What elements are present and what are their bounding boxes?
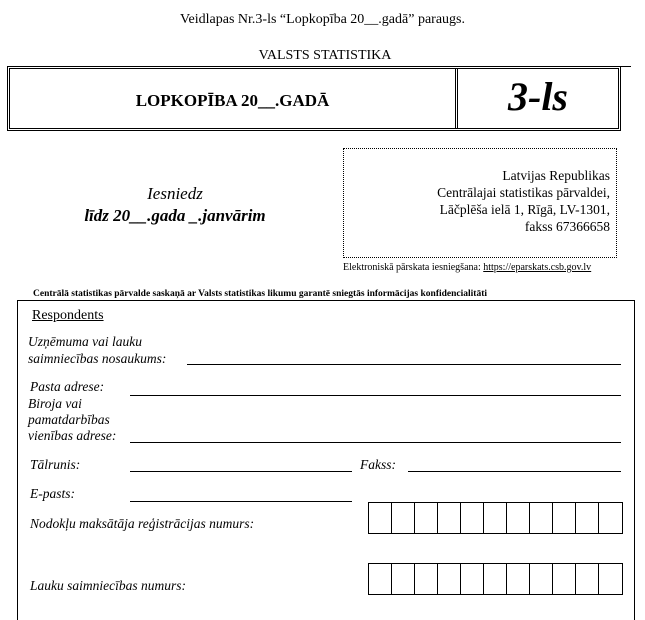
farm-number-boxes[interactable] bbox=[368, 563, 623, 595]
fax-field[interactable] bbox=[408, 471, 621, 472]
phone-label: Tālrunis: bbox=[30, 457, 81, 472]
email-label: E-pasts: bbox=[30, 486, 75, 501]
company-name-label-line-2: saimniecības nosaukums: bbox=[28, 351, 167, 366]
electronic-submission-link[interactable]: https://eparskats.csb.gov.lv bbox=[483, 262, 592, 273]
form-code: 3-ls bbox=[508, 74, 568, 119]
office-address-label-line-3: vienības adrese: bbox=[28, 428, 117, 443]
electronic-submission-text: Elektroniskā pārskata iesniegšana: bbox=[343, 262, 484, 273]
email-field[interactable] bbox=[130, 501, 352, 502]
recipient-line-1: Latvijas Republikas bbox=[502, 168, 610, 183]
office-address-label bbox=[28, 396, 116, 444]
electronic-submission bbox=[343, 262, 591, 273]
title-box-tail bbox=[621, 66, 631, 67]
company-name-field[interactable] bbox=[187, 364, 621, 365]
office-address-field[interactable] bbox=[130, 442, 621, 443]
confidentiality-notice: Centrālā statistikas pārvalde saskaņā ar Valsts statistikas likumu garantē sniegtās informācijas konfidencialitāti bbox=[33, 289, 488, 299]
office-address-label-line-1: Biroja vai bbox=[28, 396, 82, 411]
recipient-line-2: Centrālajai statistikas pārvaldei, bbox=[437, 185, 610, 200]
recipient-line-4: fakss 67366658 bbox=[524, 219, 610, 234]
recipient-line-3: Lāčplēša ielā 1, Rīgā, LV-1301, bbox=[439, 202, 610, 217]
recipient-box bbox=[343, 148, 617, 258]
fax-label: Fakss: bbox=[360, 457, 396, 472]
phone-field[interactable] bbox=[130, 471, 352, 472]
form-title: LOPKOPĪBA 20__.GADĀ bbox=[135, 91, 330, 110]
office-address-label-line-2: pamatdarbības bbox=[28, 412, 110, 427]
company-name-label bbox=[28, 333, 166, 367]
taxpayer-number-boxes[interactable] bbox=[368, 502, 623, 534]
farm-number-label: Lauku saimniecības numurs: bbox=[30, 578, 186, 593]
form-caption: Veidlapas Nr.3-ls “Lopkopība 20__.gadā” paraugs. bbox=[180, 12, 465, 27]
submit-label: Iesniedz bbox=[147, 184, 203, 203]
postal-address-field[interactable] bbox=[130, 395, 621, 396]
company-name-label-line-1: Uzņēmuma vai lauku bbox=[28, 334, 142, 349]
submit-deadline: līdz 20__.gada _.janvārim bbox=[84, 206, 266, 225]
state-statistics-label: VALSTS STATISTIKA bbox=[258, 48, 392, 63]
postal-address-label: Pasta adrese: bbox=[30, 379, 105, 394]
respondent-heading: Respondents bbox=[32, 308, 104, 323]
taxpayer-number-label: Nodokļu maksātāja reģistrācijas numurs: bbox=[30, 516, 255, 531]
title-box bbox=[7, 66, 621, 131]
